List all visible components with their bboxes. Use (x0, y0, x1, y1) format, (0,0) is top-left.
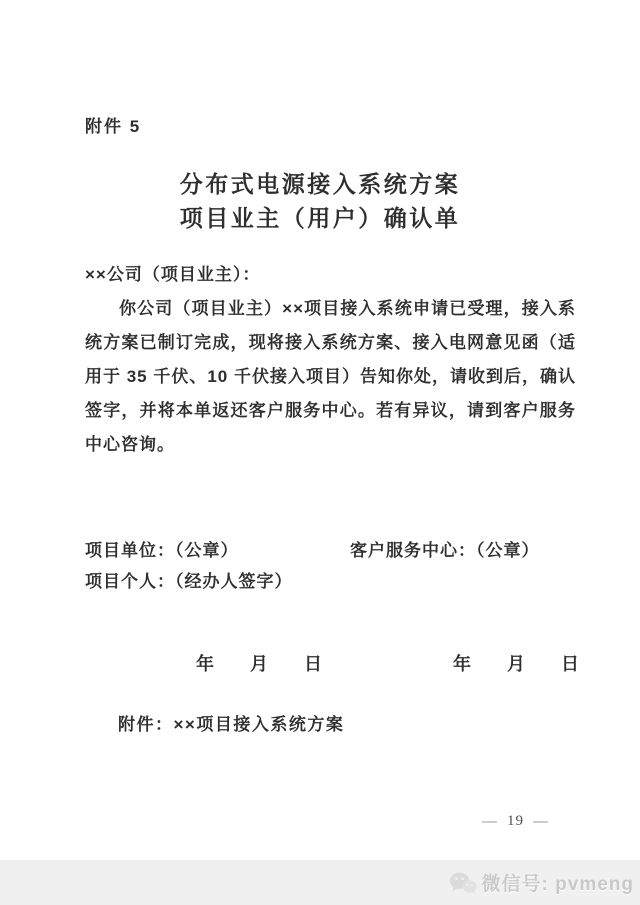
signature-row-1 (85, 535, 590, 566)
page-number-dash-right: — (533, 813, 549, 830)
signature-block (85, 535, 590, 597)
customer-service-label: 客户服务中心：（公章） (350, 541, 540, 560)
date-row (0, 650, 640, 674)
wechat-watermark (449, 869, 634, 896)
body-paragraph: 你公司（项目业主）××项目接入系统申请已受理，接入系统方案已制订完成，现将接入系统方案、接入电网意见函（适用于 35 千伏、10 千伏接入项目）告知你处，请收到后，确认签字，并将本单返还客户服务中心。若有异议，请到客户服务中心咨询。 (85, 299, 576, 454)
watermark-band (0, 860, 640, 905)
wechat-icon (449, 871, 477, 895)
letter-body (85, 258, 576, 462)
attachment-label: 附件 5 (85, 117, 142, 136)
date-line-left: 年 月 日 (196, 654, 322, 674)
page-number-value: 19 (507, 813, 524, 829)
page-number-dash-left: — (482, 813, 498, 830)
document-title-line1: 分布式电源接入系统方案 (179, 171, 461, 197)
project-person-label: 项目个人：（经办人签字） (85, 572, 293, 591)
document-title-line2: 项目业主（用户）确认单 (179, 205, 461, 231)
document-title (0, 167, 640, 235)
date-line-right: 年 月 日 (453, 654, 579, 674)
signature-row-2 (85, 566, 590, 597)
project-unit-label: 项目单位：（公章） (85, 541, 239, 560)
attachment-note: 附件：××项目接入系统方案 (118, 715, 345, 734)
page-number (482, 813, 549, 830)
salutation-line: ××公司（项目业主）： (85, 265, 261, 284)
watermark-text: 微信号: pvmeng (481, 874, 634, 895)
